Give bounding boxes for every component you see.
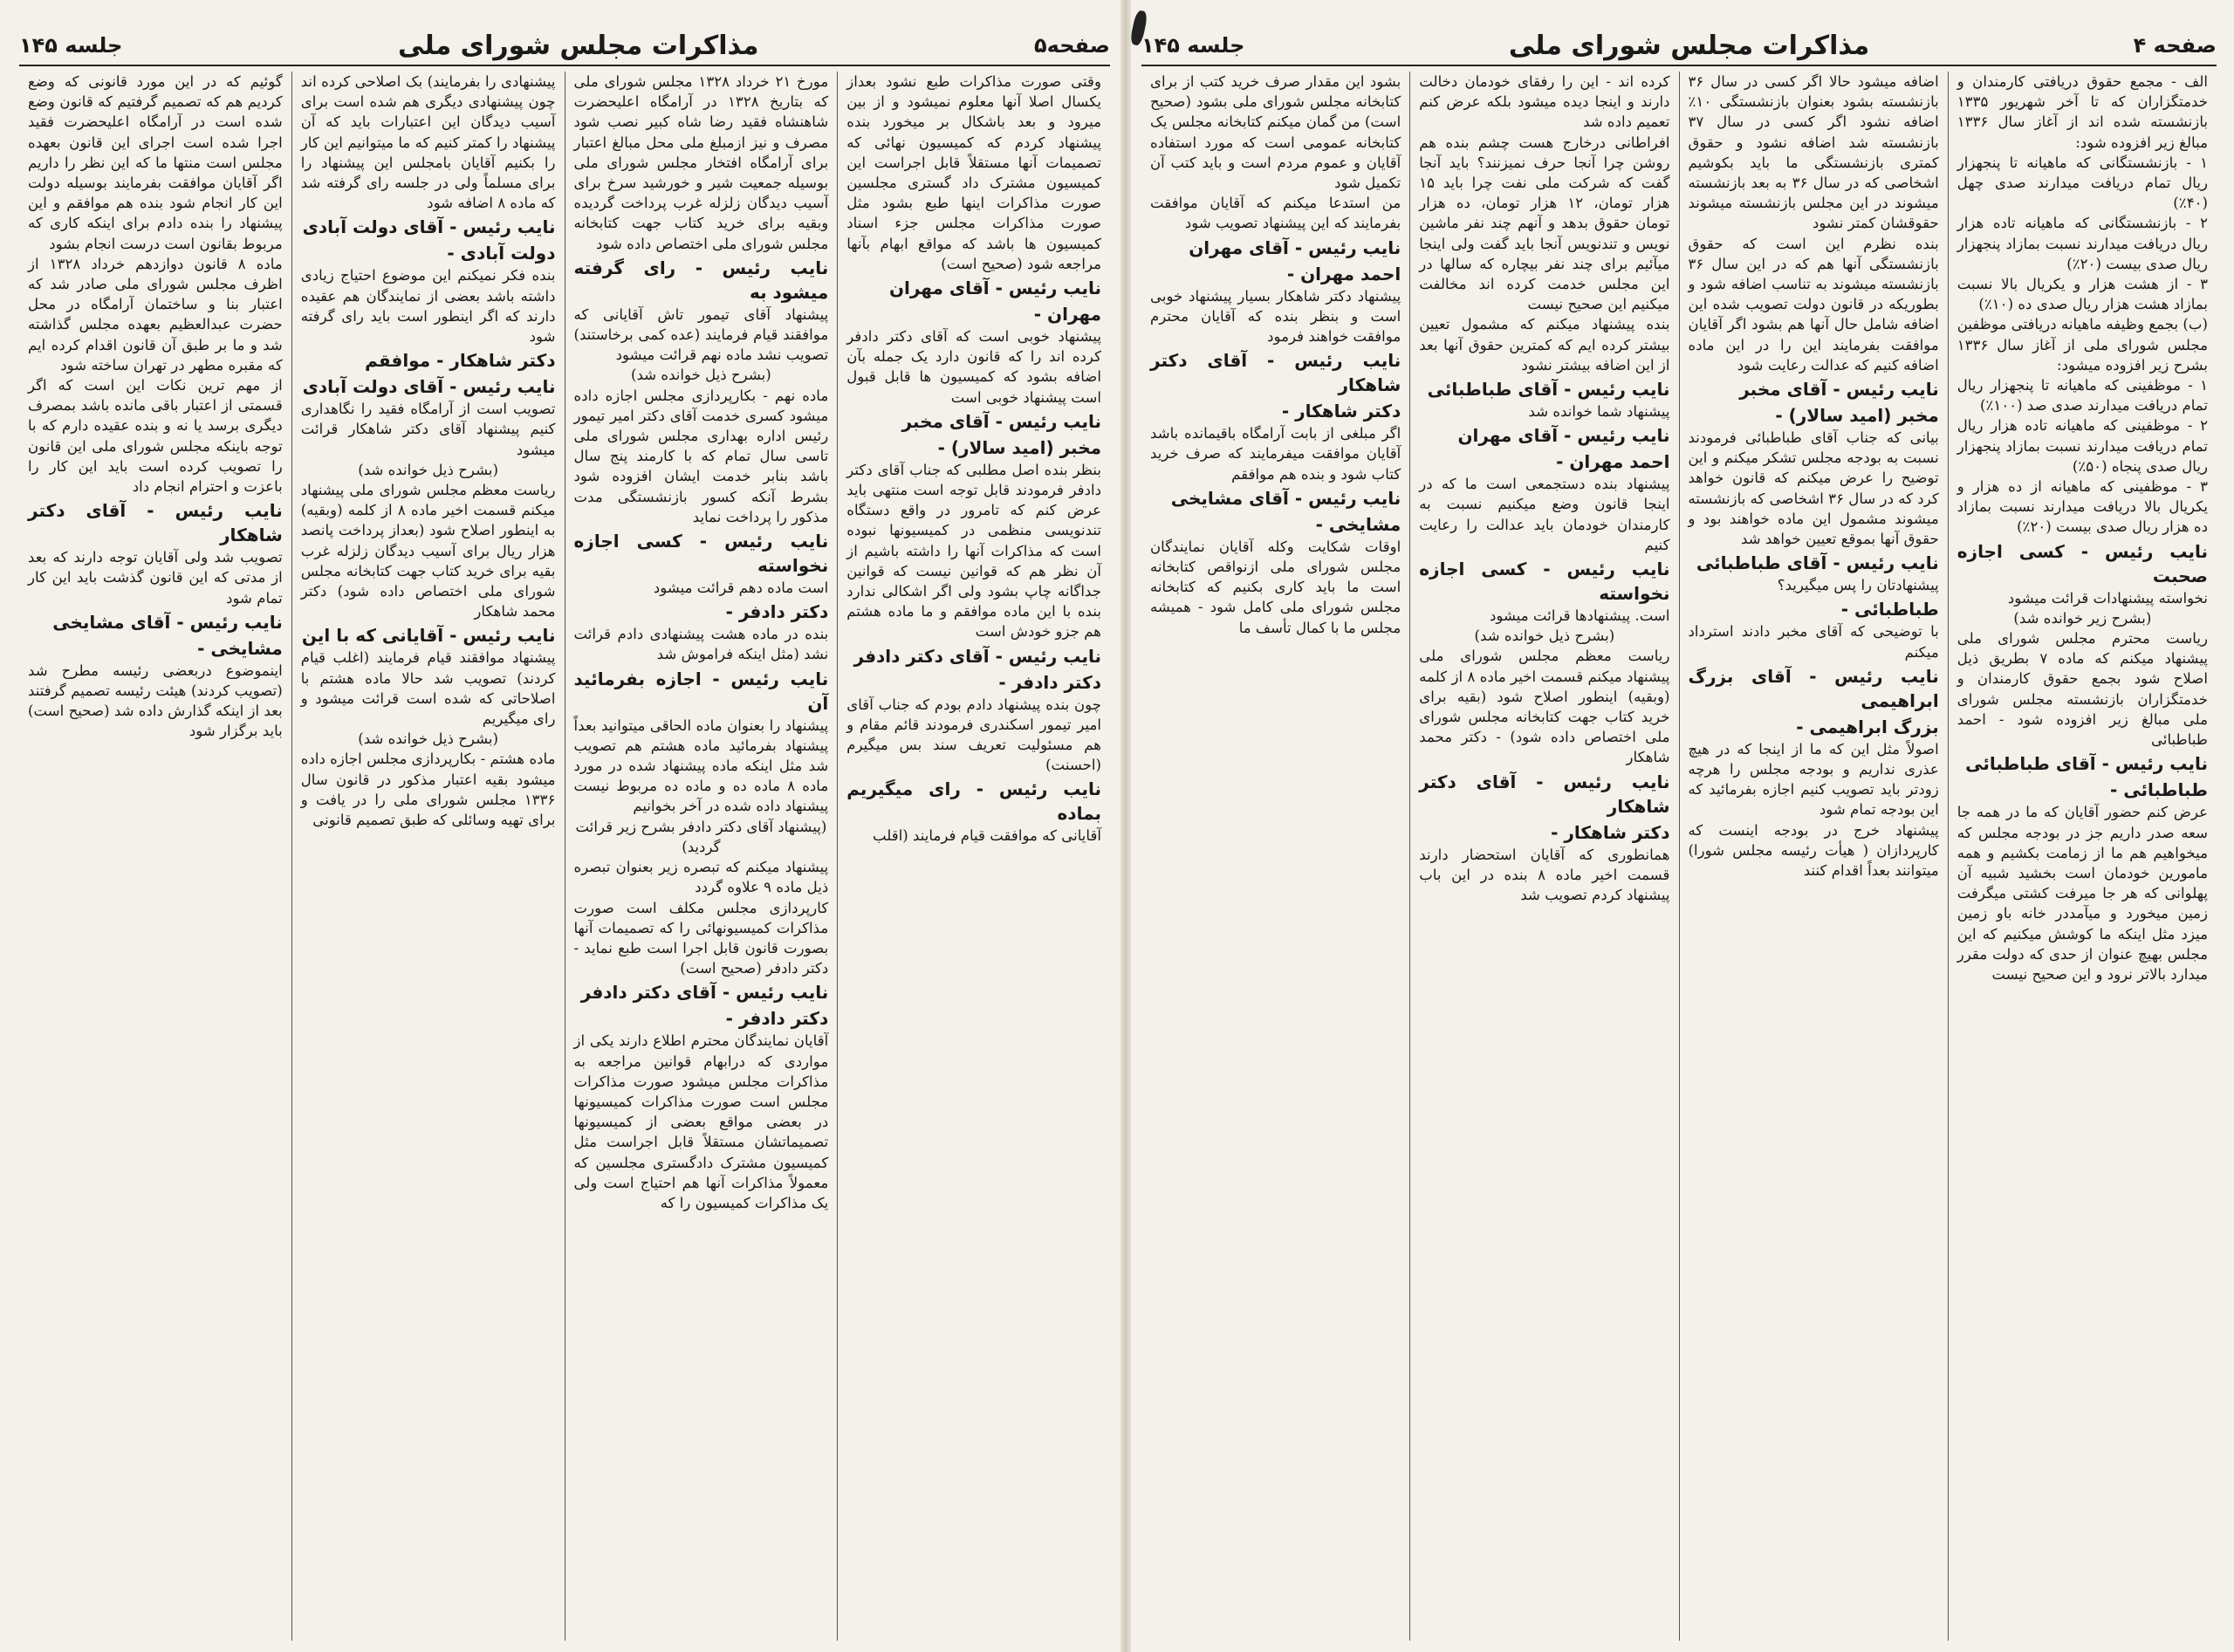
left-page-session-label: صفحه۵: [1034, 33, 1110, 58]
speaker-heading: نایب رئیس - آقای مشایخی: [1170, 487, 1401, 509]
left-page-title: مذاکرات مجلس شورای ملی: [397, 30, 759, 61]
paragraph: پیشنهاد میکنم که تبصره زیر بعنوان تبصره ذیل ماده ۹ علاوه گردد: [573, 859, 829, 896]
right-page-number: صفحه ۴: [2133, 33, 2217, 58]
paragraph: با توضیحی که آقای مخبر دادند استرداد میکنم: [1688, 623, 1939, 661]
speaker-heading: نایب رئیس - آقای طباطبائی: [1696, 552, 1939, 574]
speaker-heading: نایب رئیس - آقای دکتر شاهکار: [1419, 771, 1670, 817]
paragraph: بنده پیشنهاد میکنم که مشمول تعیین بیشتر کرده ایم که کمترین حقوق آنها بعد از این اضافه بیشتر نشود: [1419, 316, 1670, 374]
paragraph: ۳ - موظفینی که ماهیانه از ده هزار و یکریال بالا دریافت میدارند نسبت بمازاد ده هزار ریال صدی بیست (۲۰٪): [1956, 478, 2208, 536]
procedural-note: (بشرح ذیل خوانده شد): [358, 461, 498, 478]
speaker-heading: دکتر شاهکار -: [1281, 401, 1401, 422]
speaker-heading: مشایخی -: [197, 637, 283, 659]
speaker-heading: نایب رئیس - آقای بزرگ ابراهیمی: [1688, 665, 1939, 711]
paragraph: پیشنهاد خرج در بودجه اینست که کارپردازان ( هیأت رئیسه مجلس شورا) میتوانند بعداً اقدام کنند: [1688, 821, 1939, 880]
procedural-note: (بشرح ذیل خوانده شد): [631, 367, 771, 384]
paragraph: ماده ۸ قانون دوازدهم خرداد ۱۳۲۸ از اظرف مجلس شورای ملی صادر شد که اعتبار بنا و ساختمان آرامگاه در محل حضرت عبدالعظیم بعهده مجلس گذاشته شد و ما بر طبق آن قانون اقدام کرده ایم که مقبره مطهر در تهران ساخته شود: [28, 255, 283, 374]
paragraph: من استدعا میکنم که آقایان موافقت بفرمایند که این پیشنهاد تصویب شود: [1150, 195, 1401, 232]
left-page-columns: [19, 72, 1110, 1641]
paragraph: ریاست معظم مجلس شورای ملی پیشنهاد میکنم قسمت اخیر ماده ۸ از کلمه (وبقیه) به اینطور اصلاح شود (بعداز پرداخت پانصد هزار ریال برای آسیب دیدگان زلزله غرب بقیه برای خرید کتاب جهت کتابخانه مجلس شورای ملی اختصاص داده شود) دکتر محمد شاهکار: [300, 482, 556, 620]
speaker-heading: نایب رئیس - آقای مشایخی: [52, 611, 283, 633]
paragraph: ریاست معظم مجلس شورای ملی پیشنهاد میکنم قسمت اخیر ماده ۸ از کلمه (وبقیه) اینطور اصلاح شود (بقیه برای خرید کتاب جهت کتابخانه مجلس شورای ملی اختصاص داده شود) - دکتر محمد شاهکار: [1419, 648, 1670, 766]
paragraph: ریاست محترم مجلس شورای ملی پیشنهاد میکنم که ماده ۷ بطریق ذیل اصلاح شود بجمع حقوق کارمندان و خدمتگزاران بازنشسته مجلس شورای ملی مبالغ زیر افزوده شود - احمد طباطبائی: [1956, 630, 2208, 749]
speaker-heading: مشایخی -: [1315, 513, 1401, 535]
text-column: [837, 72, 1110, 1641]
right-page-header: [1141, 26, 2217, 66]
paragraph: آقایانی که موافقت قیام فرمایند (اقلب: [872, 827, 1101, 845]
speaker-heading: مهران -: [1033, 304, 1101, 326]
procedural-note: (بشرح ذیل خوانده شد): [358, 730, 498, 748]
speaker-heading: نایب رئیس - آقای طباطبائی: [1965, 753, 2208, 775]
paragraph: کارپردازی مجلس مکلف است صورت مذاکرات کمیسیونهائی را که تصمیمات آنها بصورت قانون قابل اجرا است طبع نماید - دکتر دادفر (صحیح است): [573, 899, 829, 977]
paragraph: عرض کنم حضور آقایان که ما در همه جا سعه صدر داریم جز در بودجه مجلس که میخواهیم هم ما از زمامت بکشیم و همه مامورین خودمان است بخشید شبیه آن پهلوانی که هر جا میرفت کشتی میگرفت زمین میخورد و میآمددر خانه باو زمین میزد مثل اینکه ما کوشش میکنیم که این مجلس بهیچ عنوان از حدی که دولت مقرر میدارد بالاتر نرود و این صحیح نیست: [1956, 804, 2208, 983]
paragraph: بیانی که جناب آقای طباطبائی فرمودند نسبت به بودجه مجلس تشکر میکنم و این توضیح را عرض میکنم که قانون خواهد کرد که در سال ۳۶ اشخاصی که بازنشسته میشوند مشمول این ماده خواهند بود و حقوق آنها بموقع تعیین خواهد شد: [1688, 429, 1939, 548]
paragraph: الف - مجمع حقوق دریافتی کارمندان و خدمتگزاران که تا آخر شهریور ۱۳۳۵ بازنشسته شده اند از آغاز سال ۱۳۳۶ مبالغ زیر افزوده شود:: [1956, 73, 2208, 151]
right-page-columns: [1141, 72, 2217, 1641]
speaker-heading: نایب رئیس - آقای طباطبائی: [1427, 379, 1670, 401]
procedural-note: (بشرح زیر خوانده شد): [2013, 609, 2152, 627]
speaker-heading: نایب رئیس - آقای مخبر: [901, 410, 1101, 432]
speaker-heading: دکتر شاهکار -: [1551, 821, 1670, 843]
speaker-heading: نایب رئیس - اجازه بفرمائید آن: [573, 668, 829, 714]
paragraph: پیشنهاد آقای تیمور تاش آقایانی که موافقند قیام فرمایند (عده کمی برخاستند) تصویب نشد ماده نهم قرائت میشود: [573, 305, 829, 364]
speaker-heading: نایب رئیس - آقای دولت آبادی: [302, 216, 556, 238]
speaker-heading: نایب رئیس - آقای مهران: [888, 278, 1101, 299]
paragraph: پیشنهادتان را پس میگیرید؟: [1777, 577, 1939, 594]
paragraph: اوقات شکایت وکله آقایان نمایندگان مجلس شورای ملی ازنواقص کتابخانه است ما باید کاری بکنیم که کتابخانه مجلس شورای ملی کامل شود - همیشه مجلس ما با کمال تأسف ما: [1150, 538, 1401, 636]
paragraph: بشود این مقدار صرف خرید کتب از برای کتابخانه مجلس شورای ملی بشود (صحیح است) من گمان میکنم کتابخانه مجلس یک کتابخانه عمومی است که مورد استفاده آقایان و عموم مردم است و باید کتب آن تکمیل شود: [1150, 73, 1401, 192]
speaker-heading: نایب رئیس - آقای دکتر شاهکار: [28, 500, 283, 546]
paragraph: اینموضوع دربعضی رئیسه مطرح شد (تصویب کردند) هیئت رئیسه تصمیم گرفتند بعد از اینکه گذارش داده شد (صحیح است) باید برگزار شود: [28, 661, 283, 740]
left-page-number: جلسه ۱۴۵: [19, 33, 123, 58]
paragraph: پیشنهاد را بعنوان ماده الحاقی میتوانید بعداً پیشنهاد بفرمائید ماده هشتم هم تصویب شد مثل اینکه ماده پیشنهاد شده در مورد ماده ۸ ماده ده و ماده ده مربوط نیست پیشنهاد داده شده در آخر بخوانیم: [573, 716, 829, 815]
speaker-heading: نایب رئیس - آقای دکتر شاهکار: [1150, 350, 1401, 396]
paragraph: ماده نهم - بکارپردازی مجلس اجازه داده میشود کسری خدمت آقای دکتر امیر تیمور رئیس اداره بهداری مجلس شورای ملی تاسی سال تمام که با کارمند پنج سال باشد بنابر خدمت ایشان افزوده شود بشرط آنکه کسور بازنشستگی مدت مذکور را پرداخت نماید: [573, 387, 829, 525]
paragraph: است. پیشنهادها قرائت میشود: [1489, 607, 1670, 625]
left-page-header: [19, 26, 1110, 66]
speaker-heading: طباطبائی -: [2109, 779, 2208, 801]
paragraph: تصویب شد ولی آقایان توجه دارند که بعد از مدتی که این قانون گذشت باید این کار تمام شود: [28, 549, 283, 607]
speaker-heading: نایب رئیس - آقای دکتر دادفر: [580, 982, 829, 1004]
speaker-heading: بزرگ ابراهیمی -: [1796, 716, 1939, 737]
paragraph: وقتی صورت مذاکرات طبع نشود بعداز یکسال اصلا آنها معلوم نمیشود و از بین میرود و بعد باشکال بر میخورد بنده پیشنهاد کردم که کمیسیون نهائی که تصمیمات آنها مستقلاً قابل اجراست این کمیسیون مشترک داد گستری مجلسین صورت مذاکرات اینها طبع بشود مثل صورت مذاکرات مجلس جزء اسناد کمیسیون ها باشد که مواقع ابهام بآنها مراجعه شود (صحیح است): [846, 73, 1101, 272]
paragraph: پیشنهاد دکتر شاهکار بسیار پیشنهاد خوبی است و بنظر بنده که آقایان محترم موافقت خواهند فرمود: [1150, 287, 1401, 346]
text-column: [1409, 72, 1678, 1641]
paragraph: تصویب است از آرامگاه فقید را نگاهداری کنیم پیشنهاد آقای دکتر شاهکار قرائت میشود: [300, 401, 556, 458]
paragraph: اصولاً مثل این که ما از اینجا که در هیچ عذری نداریم و بودجه مجلس را هرچه زودتر باید تصویب کنیم اجازه بفرمائید که این بودجه تمام شود: [1688, 740, 1939, 819]
paragraph: ۲ - بازنشستگانی که ماهیانه تاده هزار ریال دریافت میدارند نسبت بمازاد پنجهزار ریال صدی بیست (۲۰٪): [1956, 215, 2208, 272]
paragraph: همانطوری که آقایان استحضار دارند قسمت اخیر ماده ۸ بنده در این باب پیشنهاد کردم تصویب شد: [1419, 846, 1670, 904]
speaker-heading: نایب رئیس - آقایانی که با این: [301, 625, 556, 647]
paragraph: پیشنهادی را بفرمایند) بک اصلاحی کرده اند چون پیشنهادی دیگری هم شده است برای آسیب دیدگان این اعتبارات باید که آن پیشنهاد را کمتر کنیم که ما میتوانیم این کار را بکنیم آقایان بامجلس این پیشنهاد را برای مسلماً ولی در جلسه رای گرفته شد که ماده ۸ اضافه شود: [300, 73, 556, 212]
speaker-heading: دکتر شاهکار - موافقم: [365, 350, 556, 372]
text-column: [1679, 72, 1948, 1641]
paragraph: از مهم ترین نکات این است که اگر قسمتی از اعتبار باقی مانده باشد بمصرف دیگری برسد یا نه و بنده عقیده دارم که با توجه باینکه مجلس شورای ملی این قانون را تصویب کرده است باید این کار را باعزت و احترام انجام داد: [28, 377, 283, 496]
paragraph: ماده هشتم - بکارپردازی مجلس اجازه داده میشود بقیه اعتبار مذکور در قانون سال ۱۳۳۶ مجلس شورای ملی را در یافت و برای تهیه وسائلی که طبق تصمیم قانونی: [300, 751, 556, 829]
speaker-heading: دکتر دادفر -: [725, 1008, 829, 1030]
paragraph: ۲ - موظفینی که ماهیانه تاده هزار ریال تمام دریافت میدارند نسبت بمازاد پنجهزار ریال صدی پنجاه (۵۰٪): [1956, 417, 2208, 475]
paragraph: پیشنهاد بنده دستجمعی است ما که در اینجا قانون وضع میکنیم نسبت به کارمندان خودمان باید عدالت را رعایت کنیم: [1419, 476, 1670, 553]
speaker-heading: نایب رئیس - آقای دکتر دادفر: [853, 645, 1101, 667]
speaker-heading: احمد مهران -: [1286, 263, 1401, 284]
right-page-title: مذاکرات مجلس شورای ملی: [1508, 30, 1870, 61]
speaker-heading: دکتر دادفر -: [998, 671, 1101, 693]
paragraph: مورخ ۲۱ خرداد ۱۳۲۸ مجلس شورای ملی که بتاریخ ۱۳۲۸ در آرامگاه اعلیحضرت شاهنشاه فقید رضا شاه کبیر نصب شود مصرف و نیز ازمبلغ ملی محل مبالغ اعتبار برای آرامگاه افتخار مجلس شورای ملی بوسیله جمعیت شیر و خورشید سرخ برای آسیب دیدگان زلزله غرب پرداخت گردیده وبقیه برای خرید کتاب جهت کتابخانه مجلس شورای ملی اختصاص داده شود: [573, 73, 829, 252]
speaker-heading: نایب رئیس - آقای دولت آبادی: [302, 376, 556, 398]
speaker-heading: نایب رئیس - کسی اجازه صحبت: [1956, 540, 2208, 586]
paragraph: بنده نظرم این است که حقوق بازنشستگی آنها هم که در این سال ۳۶ بازنشسته میشوند به تناسب اضافه شود و بطوریکه در قانون دولت تصویب شده این اضافه شامل حال آنها هم بشود اگر آقایان موافقت بفرمایند این را در این ماده اضافه کنیم که عدالت رعایت شود: [1688, 235, 1939, 374]
paragraph: پیشنهاد شما خوانده شد: [1528, 403, 1670, 421]
paragraph: بنده فکر نمیکنم این موضوع احتیاج زیادی داشته باشد بعضی از نمایندگان هم عقیده دارند که اگر اینطور است باید رای گرفته شود: [300, 267, 556, 346]
paragraph: است ماده دهم قرائت میشود: [653, 579, 829, 597]
text-column: [19, 72, 291, 1641]
speaker-heading: مخبر (امید سالار) -: [937, 436, 1101, 458]
paragraph: بنده در ماده هشت پیشنهادی دادم قرائت نشد (مثل اینکه فراموش شد: [573, 626, 829, 663]
paragraph: پیشنهاد خوبی است که آقای دکتر دادفر کرده اند را که قانون دارد یک جمله بآن اضافه بشود که کمیسیون ها قابل قبول است پیشنهاد خوبی است: [846, 328, 1101, 406]
paragraph: بنظر بنده اصل مطلبی که جناب آقای دکتر دادفر فرمودند قابل توجه است منتهی باید عرض کنم که تامرور در واقع دستگاه تندنویسی منظمی در کمیسیونها نبوده است که مذاکرات آنها را داشته باشیم از آن نظر هم که قوانین نیست که قوانین جداگانه چاپ بشود ولی اگر اشکالی ندارد بنده با این ماده موافقم و ما ماده هشتم هم جزو خودش است: [846, 461, 1101, 641]
paragraph: آقایان نمایندگان محترم اطلاع دارند یکی از مواردی که درابهام قوانین مراجعه به مذاکرات مجلس میشود صورت مذاکرات مجلس است صورت مذاکرات کمیسیونها در بعضی مواقع بعضی از کمیسیونها تصمیماتشان مستقلاً قابل اجراست مثل کمیسیون مشترک دادگستری مجلسین که معمولاً مذاکرات آنها هم احتیاج است ولی یک مذاکرات کمیسیون را که: [573, 1032, 829, 1211]
paragraph: ۱ - بازنشستگانی که ماهیانه تا پنجهزار ریال تمام دریافت میدارند صدی چهل (۴۰٪): [1956, 154, 2208, 212]
paragraph: گوئیم که در این مورد قانونی که وضع کردیم هم که تصمیم گرفتیم که قانون وضع شده است در آرامگاه اعلیحضرت فقید اجرا شده است اجرای این قانون بعهده مجلس است منتها ما که این نظر را داریم اگر آقایان موافقت بفرمایند بوسیله دولت این کار انجام شود بنده هم موافقم و این پیشنهاد را بنده دادم برای اینکه کاری که مربوط بقانون است درست انجام بشود: [28, 73, 283, 252]
speaker-heading: نایب رئیس - آقای مهران: [1189, 236, 1401, 258]
paragraph: اضافه میشود حالا اگر کسی در سال ۳۶ بازنشسته بشود بعنوان بازنشستگی ۱۰٪ اضافه نشود اگر کسی در سال ۳۷ بازنشسته شد اضافه نشود و حقوق کمتری بازنشستگی ما باید بکوشیم اشخاصی که در سال ۳۶ به بعد بازنشسته میشوند در این مجلس بازنشسته میشوند حقوقشان کمتر نشود: [1688, 73, 1939, 232]
paragraph: ۳ - از هشت هزار و یکریال بالا نسبت بمازاد هشت هزار ریال صدی ده (۱۰٪): [1956, 276, 2208, 313]
speaker-heading: مخبر (امید سالار) -: [1775, 405, 1939, 427]
right-page: [1126, 0, 2234, 1652]
text-column: [291, 72, 565, 1641]
text-column: [1141, 72, 1409, 1641]
paragraph: (ب) بجمع وظیفه ماهیانه دریافتی موظفین مجلس شورای ملی از آغاز سال ۱۳۳۶ بشرح زیر افزوده میشود:: [1956, 316, 2208, 374]
paragraph: کرده اند - این را رفقای خودمان دخالت دارند و اینجا دیده میشود بلکه عرض کنم تعمیم داده شد: [1419, 73, 1670, 131]
procedural-note: (بشرح ذیل خوانده شد): [1474, 627, 1615, 645]
procedural-note: (پیشنهاد آقای دکتر دادفر بشرح زیر قرائت گردید): [575, 818, 827, 855]
speaker-heading: احمد مهران -: [1556, 451, 1670, 473]
right-page-session-label: جلسه ۱۴۵: [1141, 33, 1245, 58]
speaker-heading: نایب رئیس - آقای مخبر: [1739, 379, 1939, 401]
paragraph: اگر مبلغی از بابت آرامگاه باقیمانده باشد آقایان موافقت میفرمایند که صرف خرید کتاب شود و بنده هم موافقم: [1150, 425, 1401, 483]
speaker-heading: دولت آبادی -: [447, 243, 556, 264]
speaker-heading: نایب رئیس - رای گرفته میشود به: [573, 257, 829, 303]
speaker-heading: دکتر دادفر -: [725, 601, 829, 623]
paragraph: پیشنهاد موافقند قیام فرمایند (اغلب قیام کردند) تصویب شد حالا ماده هشتم با اصلاحاتی که شده است قرائت میشود و رای میگیریم: [300, 649, 556, 728]
paragraph: نخواسته پیشنهادات قرائت میشود: [2007, 589, 2208, 607]
text-column: [1948, 72, 2217, 1641]
paragraph: ۱ - موظفینی که ماهیانه تا پنجهزار ریال تمام دریافت میدارند صدی صد (۱۰۰٪): [1956, 377, 2208, 415]
speaker-heading: نایب رئیس - آقای مهران: [1457, 425, 1670, 447]
speaker-heading: نایب رئیس - کسی اجازه نخواسته: [1419, 559, 1670, 605]
paragraph: افراطانی درخارج هست چشم بنده هم روشن چرا آنجا حرف نمیزنند؟ باید آنجا گفت که شرکت ملی نفت چرا باید ۱۵ هزار تومان، ۱۲ هزار تومان، ده هزار تومان حقوق بدهد و آنهم چند نفر ماشین نویس و تندنویس آنجا باید گفت ولی اینجا میآئیم برای چند نفر بیچاره که سالها در این مجلس خدمت کرده اند مخالفت میکنیم این صحیح نیست: [1419, 134, 1670, 313]
text-column: [565, 72, 838, 1641]
paragraph: چون بنده پیشنهاد دادم بودم که جناب آقای امیر تیمور اسکندری فرمودند قائم مقام و هم مسئولیت تعریف سند بس میگیرم (احسنت): [846, 696, 1101, 774]
speaker-heading: طباطبائی -: [1840, 599, 1939, 620]
speaker-heading: نایب رئیس - رای میگیریم بماده: [846, 778, 1101, 825]
speaker-heading: نایب رئیس - کسی اجازه نخواسته: [573, 531, 829, 577]
